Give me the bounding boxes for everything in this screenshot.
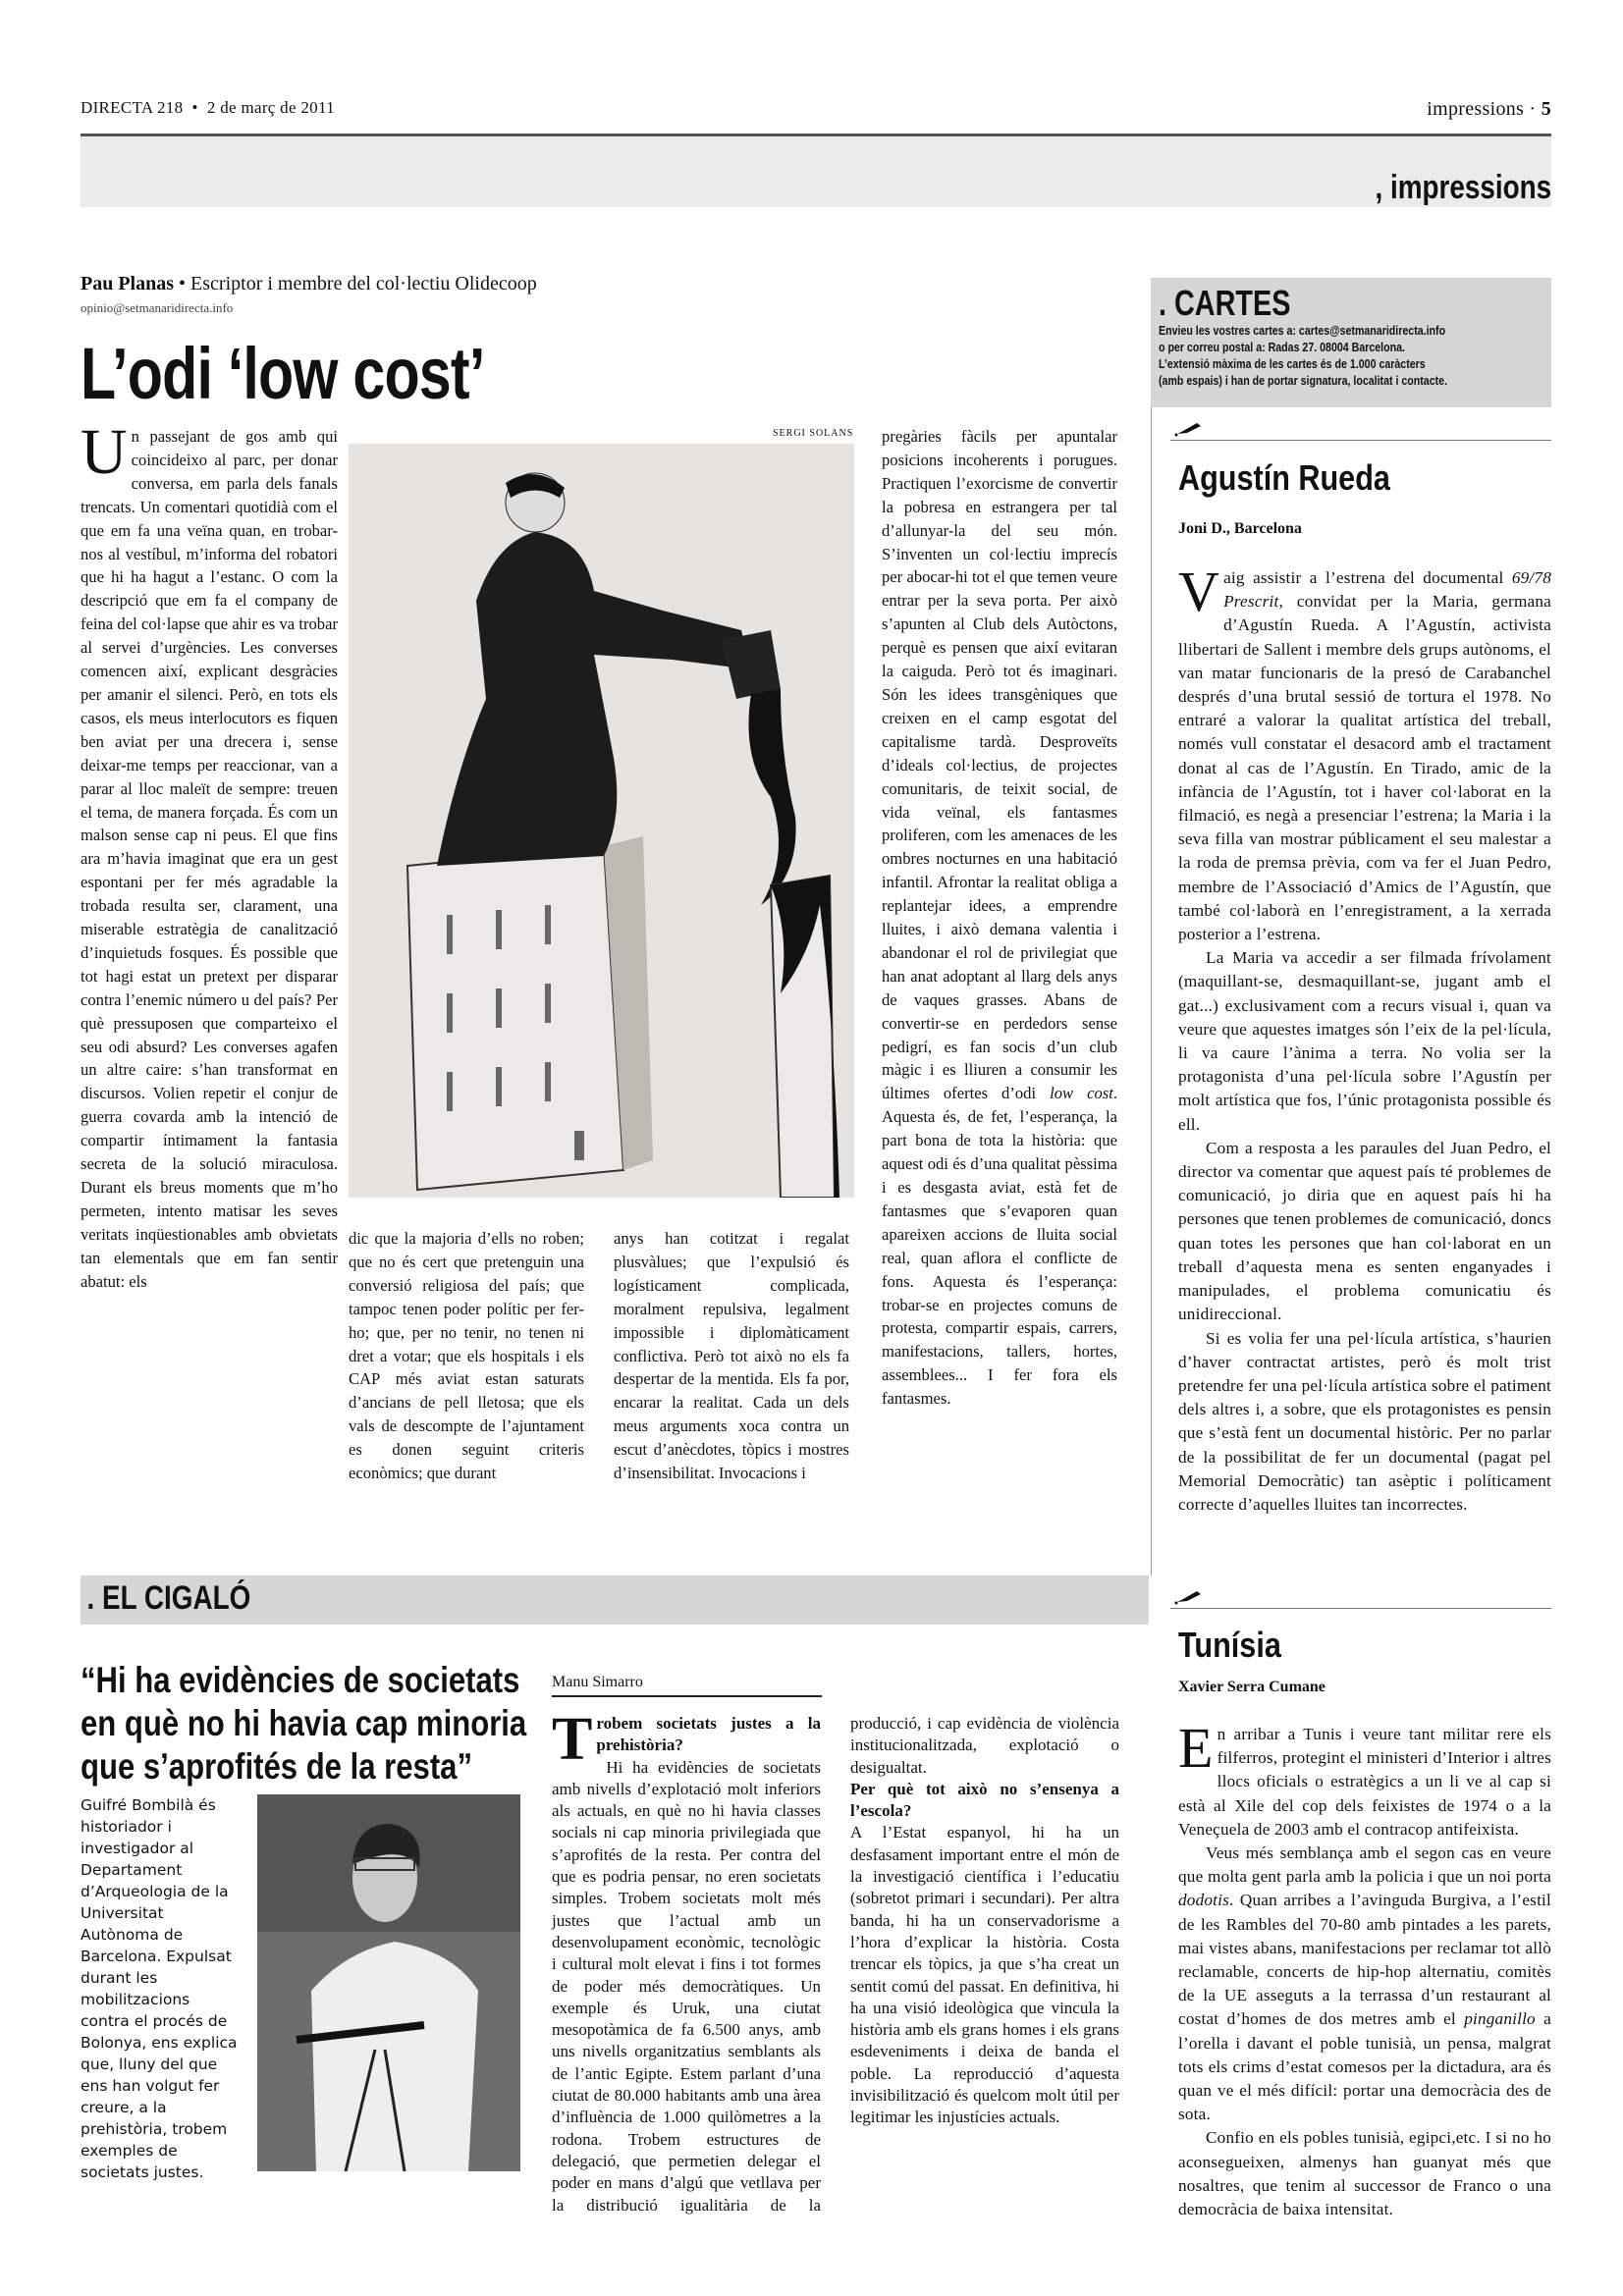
cartes-info-line: L’extensió màxima de les cartes és de 1.000 caràcters	[1159, 357, 1426, 371]
article-column-4	[882, 425, 1117, 1411]
issue-date: 2 de març de 2011	[206, 98, 335, 117]
letter-text: . Quan arribes a l’avinguda Burgiva, a l’estil de les Rambles del 70-80 amb pintades a les parets, mai vistes abans, manifestacions per reclamar tot allò reclamable, concerts de hip-hop alternatiu, comitès de la UE asseguts a la terrassa d’un restaurant al costat d’homes de dos metres amb el	[1178, 1891, 1551, 2029]
photo-man-with-bicycle	[257, 1794, 520, 2171]
issue-info	[81, 98, 335, 118]
cigalo-title: . EL CIGALÓ	[86, 1579, 251, 1617]
illustration-man-pouring-bucket	[349, 444, 854, 1198]
article-text-italic: low cost	[1050, 1084, 1113, 1103]
cartes-info-line: (amb espais) i han de portar signatura, localitat i contacte.	[1159, 374, 1448, 388]
letter-rule	[1170, 440, 1551, 441]
letter-author: Joni D., Barcelona	[1178, 520, 1302, 537]
section-band	[81, 136, 1551, 207]
letter-title: Tunísia	[1178, 1625, 1281, 1665]
cartes-info-line: o per correu postal a: Radas 27. 08004 Barcelona.	[1159, 341, 1405, 354]
interview-question: robem societats justes a la prehistòria?	[596, 1714, 821, 1755]
letter-paragraph: Si es volia fer una pel·lícula artística, s’haurien d’haver contractat artistes, però és molt trist pretendre fer una pel·lícula artística sobre el patiment dels altres i, a sobre, que els protagonistes es pensin que s’està fent un documental històric. Per no parlar de la possibilitat de fer un documental (pagat pel Memorial Democràtic) tan asèptic i políticament correcte d’aquelles lluites tan incorrectes.	[1178, 1328, 1551, 1514]
byline: Pau Planas • Escriptor i membre del col·lectiu Olidecoop	[81, 273, 537, 294]
article-column-2: dic que la majoria d’ells no roben; que no és cert que pretenguin una conversió religiosa del país; que tampoc tenen poder polític per fer-ho; que, per no tenir, no tenen ni dret a votar; que els hospitals i els CAP més aviat estan saturats d’ancians de pell lletosa; que els vals de descompte de l’ajuntament es donen seguint criteris econòmics; que durant	[349, 1229, 584, 1483]
interviewee-photo	[257, 1794, 520, 2171]
interviewer-rule	[552, 1695, 822, 1697]
letter-text-italic: pinganillo	[1464, 2009, 1536, 2029]
interviewer-name: Manu Simarro	[552, 1674, 643, 1690]
drop-cap: E	[1178, 1716, 1214, 1780]
illustration	[349, 444, 854, 1198]
article-text: . Aquesta és, de fet, l’esperança, la part bona de tota la història: que aquest odi és d’una qualitat pèssima i es desgasta aviat, està fet de fantasmes que s’evaporen quan apareixen accions de lluita social real, quan aflora el conflicte de fons. Aquesta és l’esperança: trobar-se en projectes comuns de protesta, compartir espais, carrers, manifestacions, tallers, hortes, assemblees... I fer fora els fantasmes.	[882, 1084, 1117, 1409]
letter-text: Veus més semblança amb el segon cas en veure que molta gent parla amb la policia i que un noi porta	[1178, 1843, 1551, 1887]
drop-cap: V	[1178, 560, 1220, 623]
letter-text: , convidat per la Maria, germana d’Agustín Rueda. A l’Agustín, activista llibertari de Sallent i membre dels grups autònoms, el van matar funcionaris de la presó de Carabanchel després d’una brutal sessió de tortura el 1978. No entraré a valorar la qualitat artística del treball, només vull constatar el desacord amb el tractament donat al cas de l’Agustín. En Tirado, amic de la infància de l’Agustín, tot i haver col·laborat en la filmació, es negà a presenciar l’estrena; la Maria i la seva filla van mostrar públicament el seu malestar a la roda de premsa prèvia, com va fer el Juan Pedro, membre de l’Associació d’Amics de l’Agustín, que també col·laborà en l’enregistrament, a la xerrada posterior a l’estrena.	[1178, 592, 1551, 944]
letter-paragraph: Confio en els pobles tunisià, egipci,etc. I si no ho aconsegueixen, almenys han guanyat més que nosaltres, que tenim al successor de Franco o una democràcia de baixa intensitat.	[1178, 2128, 1551, 2219]
article-column-3: anys han cotitzat i regalat plusvàlues; que l’expulsió és logísticament complicada, moralment repulsiva, legalment impossible i diplomàticament conflictiva. Però tot això no els fa despertar de la mentida. Els fa por, encarar la realitat. Cada un dels meus arguments xoca contra un escut d’anècdotes, tòpics i mostres d’insensibilitat. Invocacions i	[614, 1229, 849, 1483]
author-name: Pau Planas	[81, 273, 175, 294]
pen-icon	[1173, 1588, 1203, 1606]
letter-title: Agustín Rueda	[1178, 457, 1390, 498]
letter-author: Xavier Serra Cumane	[1178, 1679, 1325, 1695]
letter-body	[1178, 560, 1551, 1517]
letter-text: aig assistir a l’estrena del documental	[1223, 568, 1512, 587]
column-divider	[1151, 407, 1152, 1575]
drop-cap: T	[552, 1706, 593, 1773]
letter-paragraph: La Maria va accedir a ser filmada frívolament (maquillant-se, desmaquillant-se, jugant amb el gat...) exclusivament com a recurs visual i, quan va veure que aquestes imatges són l’eix de la pel·lícula, li va caure l’ànima a terra. No volia ser la protagonista d’una pel·lícula sobre l’Agustín per molt artística que fos, l’únic protagonista possible és ell.	[1178, 948, 1551, 1134]
article-text: n passejant de gos amb qui coincideixo al parc, per donar conversa, em parla dels fanals trencats. Un comentari quotidià com el que em fa una veïna quan, en trobar-nos al vestíbul, m’informa del robatori que hi ha hagut a l’estanc. O com la descripció que em fa el company de feina del col·lapse que ahir es va trobar al servei d’urgències. Les converses comencen així, explicant desgràcies per amanir el silenci. Però, en tots els casos, els meus interlocutors es fiquen ben aviat per una drecera i, sense deixar-me temps per reaccionar, van a parar al lloc maleït de sempre: treuen el tema, de manera forçada. És com un malson sense cap ni peus. El que fins ara m’havia imaginat que era un gest espontani per fer més agradable la trobada resulta ser, clarament, una miserable estratègia de canalització d’inquietuds fosques. És possible que tot hagi estat un pretext per disparar contra l’enemic número u del país? Per què pressuposen que comparteixo el seu odi absurd? Les converses agafen un altre caire: s’han transformat en discursos. Volien repetir el conjur de guerra covarda amb la intenció de compartir íntimament la fantasia secreta de la solució miraculosa. Durant els breus moments que m’ho permeten, intento matisar les seves veritats inqüestionables amb obvietats tan elementals que em fan sentir abatut: els	[81, 427, 338, 1291]
letter-body	[1178, 1716, 1552, 2221]
article-title: L’odi ‘low cost’	[81, 333, 485, 414]
page-section: impressions · 5	[1427, 98, 1551, 120]
interview-body	[552, 1706, 1119, 2223]
author-role: Escriptor i membre del col·lectiu Olidecoop	[190, 273, 537, 294]
article-text: pregàries fàcils per apuntalar posicions incoherents i porugues. Practiquen l’exorcisme de convertir la pobresa en estrangera per tal d’allunyar-la del seu món. S’inventen un col·lectiu imprecís per abocar-hi tot el que temen veure entrar per la seva porta. Per això s’apunten al Club dels Autòctons, perquè es pensen que així evitaran la caiguda. Però tot és imaginari. Són les idees transgèniques que creixen en el camp esgotat del capitalisme tardà. Desproveïts d’ideals col·lectius, de projectes comunitaris, de teixit social, de vida veïnal, els fantasmes proliferen, com les amenaces de les ombres nocturnes en una habitació infantil. Afrontar la realitat obliga a replantejar idees, a emprendre lluites, i això demana valentia i abandonar el rol de privilegiat que han anat adoptant al llarg dels anys de vaques grasses. Abans de convertir-se en perdedors sense pedigrí, es fan socis d’un club màgic i es lliuren a consumir les últimes ofertes d’odi	[882, 427, 1117, 1103]
issue-number: DIRECTA 218	[81, 98, 184, 117]
author-email: opinio@setmanaridirecta.info	[81, 300, 234, 315]
letter-rule	[1170, 1608, 1551, 1609]
drop-cap: U	[81, 416, 128, 488]
interview-headline: “Hi ha evidències de societats en què no hi havia cap minoria que s’aprofités de la resta”	[81, 1660, 527, 1787]
letter-paragraph: Com a resposta a les paraules del Juan Pedro, el director va comentar que aquest país té problemes de comunicació, jo diria que en aquest país hi ha persones que tenen problemes de comunicació, doncs quan totes les persones que han col·laborat en un treball d’aquesta mena es senten enganyades i manipulades, el problema comunicatiu és unidireccional.	[1178, 1138, 1551, 1324]
letter-text: n arribar a Tunis i veure tant militar rere els filferros, protegint el ministeri d’Interior i altres llocs oficials o estratègics a un li ve al cap si està al Xile del cop dels feixistes de 1974 o a la Veneçuela de 2003 amb el contracop antifeixista.	[1178, 1725, 1551, 1839]
interview-answer: A l’Estat espanyol, hi ha un desfasament important entre el món de la investigació científica i l’educatiu (sobretot primari i secundari). Per altra banda, hi ha un conservadorisme a l’hora d’explicar la història. Costa trencar els tòpics, ja que s’ha creat un sentit comú del passat. En definitiva, hi ha una visió ideològica que vincula la història amb els grans homes i els grans esdeveniments i deixa de banda el poble. La reproducció d’aquesta invisibilització és quelcom molt útil per legitimar les injustícies actuals.	[850, 1823, 1119, 2127]
cigalo-band	[81, 1575, 1149, 1625]
interview-answer: Hi ha evidències de societats amb nivells d’explotació molt inferiors als actuals, en què no hi havia classes socials ni cap minoria privilegiada que s’aprofités de la resta. Per contra del que es podria pensar, no eren societats simples. Trobem societats molt més justes que l’actual amb un desenvolupament econòmic, tecnològic i cultural molt elevat i fins i tot formes de poder més democràtiques. Un exemple és Uruk, una ciutat mesopotàmica de fa 6.500 anys, amb uns nivells organitzatius semblants als de l’antic Egipte. Estem parlant d’una ciutat de 80.000 habitants amb una àrea d’influència de 1.000 quilòmetres a la rodona. Trobem estructures de delegació, que permetien delegar el poder en mans d’algú que vetllava per la distribució igualitària de la producció, i cap evidència de violència institucionalitzada, explotació o desigualtat.	[552, 1714, 1119, 2215]
article-column-1	[81, 416, 338, 1294]
letter-text-italic: 69/78 Prescrit	[1223, 568, 1551, 612]
letter-text: a l’orella i davant el poble tunisià, un pensa, malgrat tots els crims d’estat comesos per la dictadura, ara és quan ve el més difícil: portar una democràcia des de sota.	[1178, 2009, 1552, 2124]
separator: •	[191, 98, 198, 117]
cartes-title: . CARTES	[1159, 283, 1291, 323]
section-title: , impressions	[1375, 169, 1551, 206]
interviewee-bio: Guifré Bombilà és historiador i investigador al Departament d’Arqueologia de la Universitat Autònoma de Barcelona. Expulsat durant les mobilitzacions contra el procés de Bolonya, ens explica que, lluny del que ens han volgut fer creure, a la prehistòria, trobem exemples de societats justes.	[81, 1796, 238, 2181]
cartes-info-line: Envieu les vostres cartes a: cartes@setmanaridirecta.info	[1159, 324, 1446, 338]
image-credit: SERGI SOLANS	[773, 428, 854, 439]
interview-question: Per què tot això no s’ensenya a l’escola?	[850, 1779, 1119, 1821]
pen-icon	[1173, 420, 1203, 438]
section-name: impressions	[1427, 98, 1525, 120]
letter-text-italic: dodotis	[1178, 1891, 1230, 1910]
cartes-box	[1151, 278, 1551, 407]
page-number: 5	[1541, 98, 1551, 120]
